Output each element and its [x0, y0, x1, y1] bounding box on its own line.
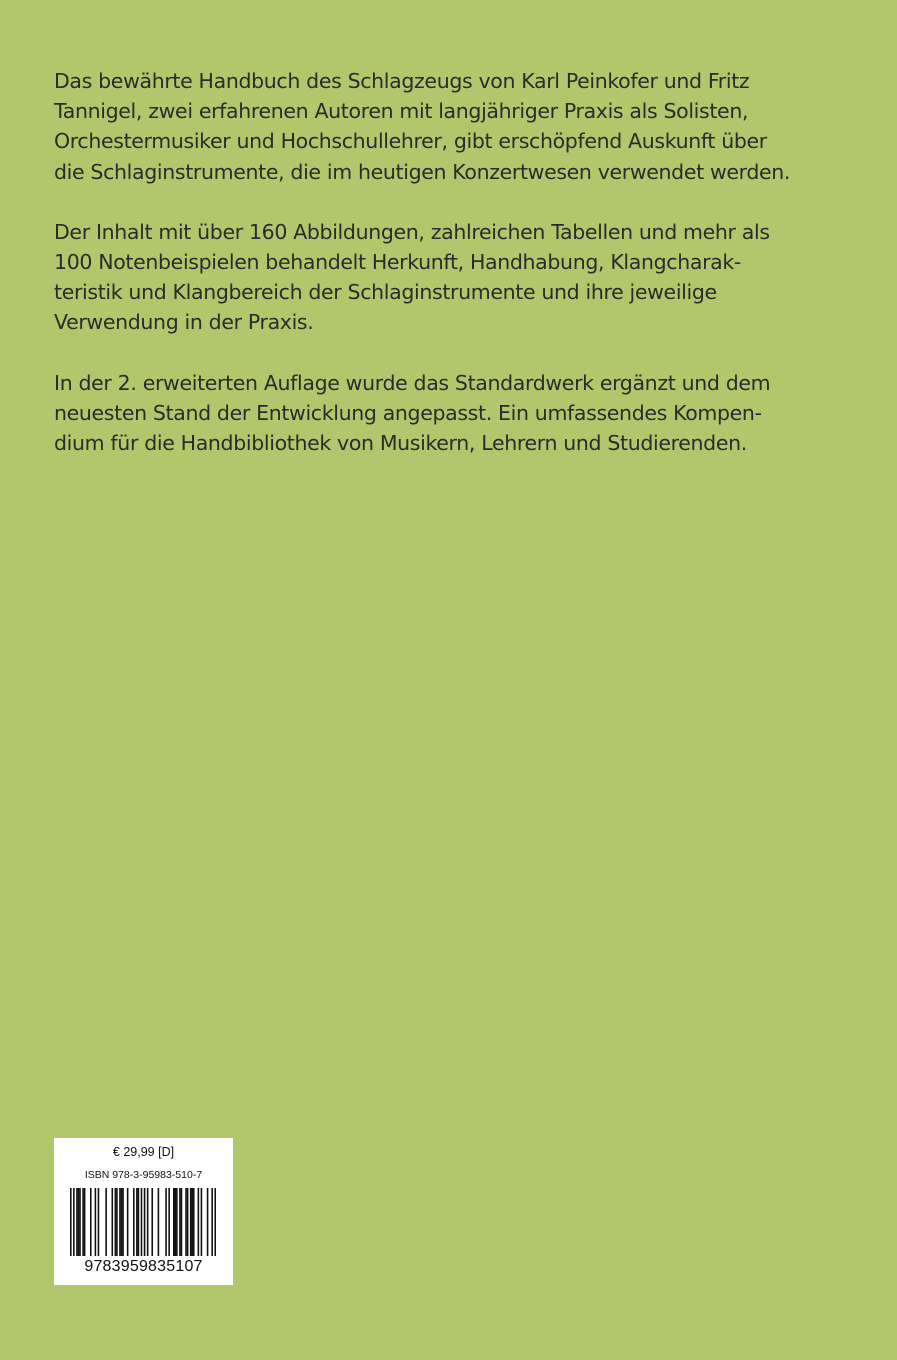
barcode-bar	[73, 1188, 75, 1256]
barcode-bar	[105, 1188, 107, 1256]
price-text: € 29,99 [D]	[112, 1145, 175, 1159]
barcode-bar	[116, 1188, 118, 1256]
barcode-bar	[133, 1188, 135, 1256]
barcode-bar	[176, 1188, 178, 1256]
barcode-bar	[144, 1188, 146, 1256]
barcode-bar	[76, 1188, 78, 1256]
barcode-bar	[158, 1188, 160, 1256]
blurb-line: Tannigel, zwei erfahrenen Autoren mit langjähriger Praxis als Solisten,	[54, 99, 749, 124]
barcode-bar	[193, 1188, 195, 1256]
barcode-bar	[175, 1188, 177, 1256]
barcode-bar	[122, 1188, 124, 1256]
barcode-bar	[211, 1188, 213, 1256]
barcode-bar	[90, 1188, 92, 1256]
barcode-bar	[141, 1188, 143, 1256]
barcode-bar	[198, 1188, 200, 1256]
barcode-bar	[151, 1188, 153, 1256]
blurb-paragraph-2	[54, 217, 854, 338]
barcode-bar	[201, 1188, 203, 1256]
blurb-line: dium für die Handbibliothek von Musikern, Lehrern und Studierenden.	[54, 431, 747, 456]
barcode-bar	[190, 1188, 192, 1256]
barcode-label	[54, 1138, 233, 1285]
blurb-line: Verwendung in der Praxis.	[54, 310, 314, 335]
barcode-bar	[207, 1188, 209, 1256]
barcode-bar	[181, 1188, 183, 1256]
blurb-line: In der 2. erweiterten Auflage wurde das Standardwerk ergänzt und dem	[54, 370, 771, 395]
barcode-bar	[138, 1188, 140, 1256]
barcode-bar	[95, 1188, 97, 1256]
blurb-line: Orchestermusiker und Hochschullehrer, gibt erschöpfend Auskunft über	[54, 129, 767, 154]
barcode-bar	[119, 1188, 121, 1256]
barcode-bar	[165, 1188, 167, 1256]
barcode-bar	[185, 1188, 187, 1256]
barcode-bar	[191, 1188, 193, 1256]
cover-blurb	[54, 66, 854, 488]
blurb-line: Der Inhalt mit über 160 Abbildungen, zahlreichen Tabellen und mehr als	[54, 219, 770, 244]
barcode-bar	[78, 1188, 80, 1256]
barcode-bar	[168, 1188, 170, 1256]
barcode-bar	[115, 1188, 117, 1256]
barcode-bar	[173, 1188, 175, 1256]
barcode-bar	[98, 1188, 100, 1256]
barcode-bar	[147, 1188, 149, 1256]
isbn-text: ISBN 978-3-95983-510-7	[84, 1169, 203, 1181]
barcode-bar	[84, 1188, 86, 1256]
blurb-line: neuesten Stand der Entwicklung angepasst. Ein umfassendes Kompen-	[54, 400, 762, 425]
ean-number: 9783959835107	[84, 1258, 203, 1275]
barcode-bar	[70, 1188, 72, 1256]
barcode-bar	[187, 1188, 189, 1256]
barcode-bar	[121, 1188, 123, 1256]
barcode-bar	[79, 1188, 81, 1256]
blurb-line: 100 Notenbeispielen behandelt Herkunft, Handhabung, Klangcharak-	[54, 250, 741, 275]
barcode-bar	[136, 1188, 138, 1256]
barcode-bars	[70, 1188, 216, 1256]
blurb-paragraph-1	[54, 66, 854, 187]
barcode-bar	[111, 1188, 113, 1256]
barcode-bar	[179, 1188, 181, 1256]
blurb-line: die Schlaginstrumente, die im heutigen Konzertwesen verwendet werden.	[54, 159, 791, 184]
barcode-bar	[214, 1188, 216, 1256]
blurb-line: teristik und Klangbereich der Schlaginstrumente und ihre jeweilige	[54, 280, 717, 305]
barcode-bar	[127, 1188, 129, 1256]
blurb-line: Das bewährte Handbuch des Schlagzeugs von Karl Peinkofer und Fritz	[54, 69, 750, 93]
blurb-paragraph-3	[54, 368, 854, 459]
barcode-bar	[82, 1188, 84, 1256]
